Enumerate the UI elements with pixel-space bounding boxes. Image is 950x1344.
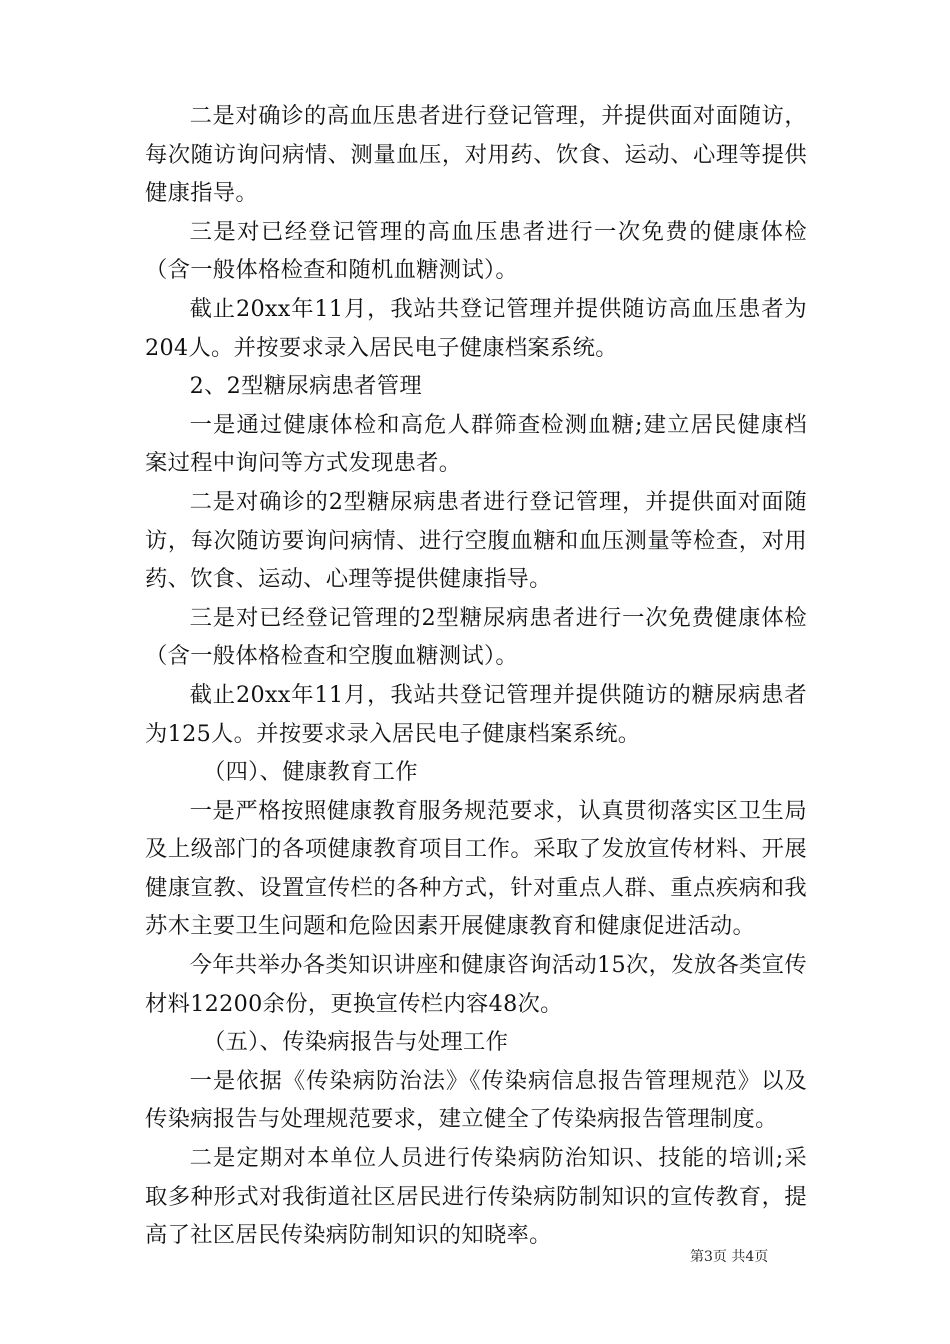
paragraph-health-education-stats: 今年共举办各类知识讲座和健康咨询活动15次，发放各类宣传材料12200余份，更换宣传栏内容48次。 <box>145 952 807 1017</box>
section-heading-diabetes: 2、2型糖尿病患者管理 <box>189 373 422 400</box>
page-number: 第3页 共4页 <box>690 1249 769 1265</box>
paragraph-hypertension-count: 截止20xx年11月，我站共登记管理并提供随访高血压患者为204人。并按要求录入居民电子健康档案系统。 <box>145 295 807 361</box>
paragraph-diabetes-followup: 二是对确诊的2型糖尿病患者进行登记管理，并提供面对面随访，每次随访要询问病情、进行空腹血糖和血压测量等检查，对用药、饮食、运动、心理等提供健康指导。 <box>145 488 807 593</box>
paragraph-hypertension-followup: 二是对确诊的高血压患者进行登记管理，并提供面对面随访，每次随访询问病情、测量血压，对用药、饮食、运动、心理等提供健康指导。 <box>145 103 807 207</box>
paragraph-hypertension-checkup: 三是对已经登记管理的高血压患者进行一次免费的健康体检（含一般体格检查和随机血糖测试）。 <box>145 218 807 284</box>
paragraph-diabetes-count: 截止20xx年11月，我站共登记管理并提供随访的糖尿病患者为125人。并按要求录入居民电子健康档案系统。 <box>145 681 807 747</box>
paragraph-health-education-work: 一是严格按照健康教育服务规范要求，认真贯彻落实区卫生局及上级部门的各项健康教育项目工作。采取了发放宣传材料、开展健康宣教、设置宣传栏的各种方式，针对重点人群、重点疾病和我苏木主要卫生问题和危险因素开展健康教育和健康促进活动。 <box>145 797 807 940</box>
paragraph-infectious-disease-training: 二是定期对本单位人员进行传染病防治知识、技能的培训;采取多种形式对我街道社区居民进行传染病防制知识的宣传教育，提高了社区居民传染病防制知识的知晓率。 <box>145 1145 807 1249</box>
paragraph-infectious-disease-system: 一是依据《传染病防治法》《传染病信息报告管理规范》以及传染病报告与处理规范要求，建立健全了传染病报告管理制度。 <box>145 1067 807 1133</box>
section-heading-health-education: （四）、健康教育工作 <box>202 759 418 786</box>
section-heading-infectious-disease: （五）、传染病报告与处理工作 <box>202 1029 509 1056</box>
paragraph-diabetes-checkup: 三是对已经登记管理的2型糖尿病患者进行一次免费健康体检（含一般体格检查和空腹血糖测试）。 <box>145 604 807 670</box>
document-body <box>145 97 807 1255</box>
paragraph-diabetes-screening: 一是通过健康体检和高危人群筛查检测血糖;建立居民健康档案过程中询问等方式发现患者。 <box>145 411 807 477</box>
